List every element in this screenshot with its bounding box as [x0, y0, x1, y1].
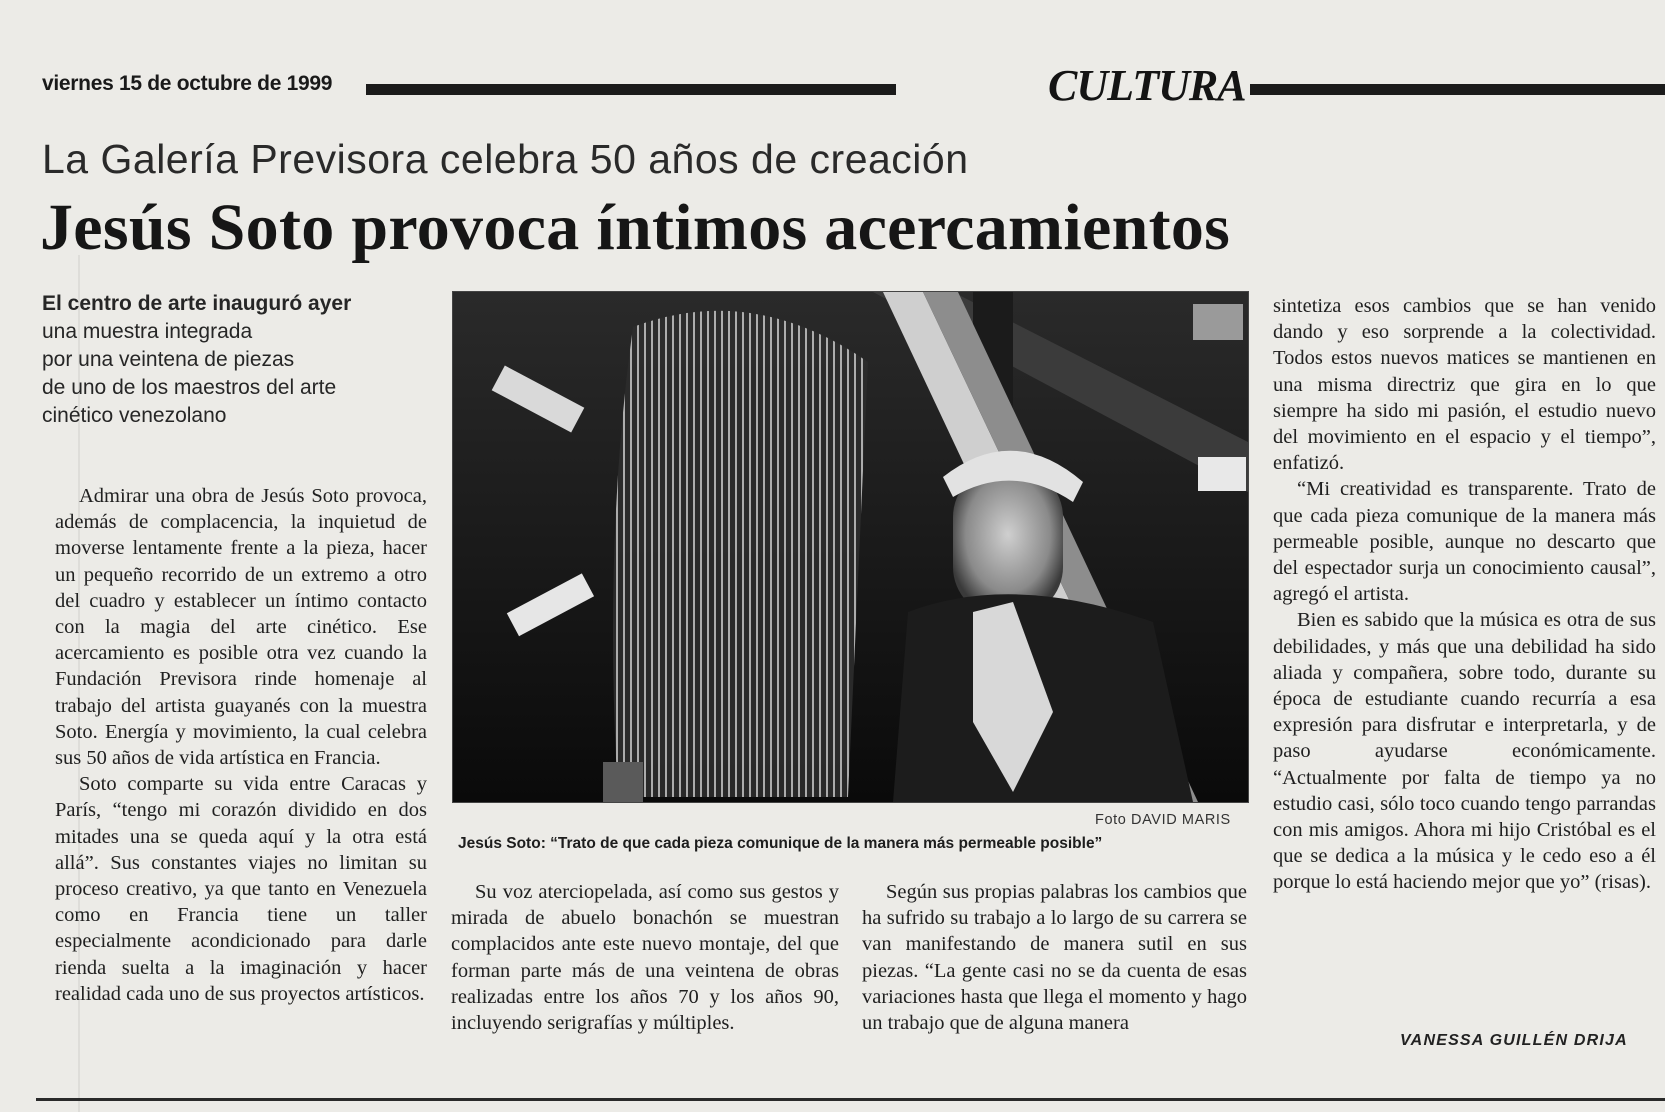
article-column-1: [55, 483, 427, 1007]
article-column-4: [1273, 293, 1656, 896]
article-column-3: [862, 879, 1247, 1036]
deck-line: una muestra integrada: [42, 320, 253, 343]
deck-line: de uno de los maestros del arte: [42, 376, 337, 399]
paragraph: Admirar una obra de Jesús Soto provoca, además de complacencia, la inquietud de moverse lentamente frente a la pieza, hacer un pequeño recorrido de un extremo a otro del cuadro y establecer un íntimo contacto con la magia del arte cinético. Ese acercamiento es posible otra vez cuando la Fundación Previsora rinde homenaje al trabajo del artista guayanés con la muestra Soto. Energía y movimiento, la cual celebra sus 50 años de vida artística en Francia.: [55, 485, 427, 770]
dateline: viernes 15 de octubre de 1999: [42, 72, 333, 95]
paragraph: Su voz aterciopelada, así como sus gestos y mirada de abuelo bonachón se muestran complacidos ante este nuevo montaje, del que forman parte más de una veintena de obras realizadas entre los años 70 y los años 90, incluyendo serigrafías y múltiples.: [451, 881, 839, 1035]
paragraph: “Mi creatividad es transparente. Trato de que cada pieza comunique de la manera más permeable posible, aunque no descarto que del espectador surja un conocimiento causal”, agregó el artista.: [1273, 478, 1656, 606]
article-photo: [452, 291, 1249, 803]
paragraph: sintetiza esos cambios que se han venido dando y eso sorprende a la colectividad. Todos estos nuevos matices se mantienen en una misma directriz que gira en lo que siempre ha sido mi pasión, el estudio nuevo del movimiento en el espacio y el tiempo”, enfatizó.: [1273, 295, 1656, 475]
article-byline: VANESSA GUILLÉN DRIJA: [1400, 1032, 1628, 1049]
article-kicker: La Galería Previsora celebra 50 años de creación: [42, 136, 969, 182]
section-title: CULTURA: [1048, 61, 1246, 110]
photo-caption: Jesús Soto: “Trato de que cada pieza comunique de la manera más permeable posible”: [458, 835, 1103, 852]
article-column-2: [451, 879, 839, 1036]
deck-line: cinético venezolano: [42, 404, 227, 427]
paragraph: Bien es sabido que la música es otra de sus debilidades, y más que una debilidad ha sido aliada y compañera, sobre todo, durante su época de estudiante cuando recurría a esa expresión para disfrutar e interpretarla, y de paso ayudarse económicamente. “Actualmente por falta de tiempo ya no estudio casi, sólo toco cuando tengo parrandas con mis amigos. Ahora mi hijo Cristóbal es el que se dedica a la música y le cedo eso a él porque lo está haciendo mejor que yo” (risas).: [1273, 609, 1656, 894]
photo-credit: Foto DAVID MARIS: [1095, 812, 1231, 828]
article-headline: Jesús Soto provoca íntimos acercamientos: [40, 191, 1231, 264]
header-rule-right: [1250, 84, 1665, 95]
deck-line: por una veintena de piezas: [42, 348, 295, 371]
footer-rule: [36, 1098, 1665, 1101]
paragraph: Soto comparte su vida entre Caracas y París, “tengo mi corazón dividido en dos mitades una se queda aquí y la otra está allá”. Sus constantes viajes no limitan su proceso creativo, ya que tanto en Venezuela como en Francia tiene un taller especialmente acondicionado para darle rienda suelta a la imaginación y hacer realidad cada uno de sus proyectos artísticos.: [55, 773, 427, 1005]
header-rule-left: [366, 84, 896, 95]
photo-image: [453, 292, 1248, 802]
deck-lead: El centro de arte inauguró ayer: [42, 292, 352, 315]
article-deck: [42, 290, 432, 430]
paragraph: Según sus propias palabras los cambios que ha sufrido su trabajo a lo largo de su carrera se van manifestando de manera sutil en sus piezas. “La gente casi no se da cuenta de esas variaciones hasta que llega el momento y hago un trabajo que de alguna manera: [862, 881, 1247, 1035]
